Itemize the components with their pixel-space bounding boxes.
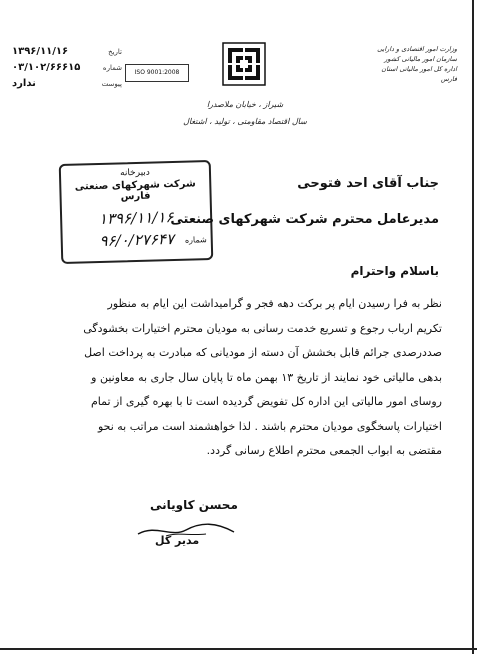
recipient-name: جناب آقای احد فتوحی	[297, 176, 439, 191]
meta-date-value: ۱۳۹۶/۱۱/۱۶	[12, 46, 69, 57]
meta-number-row	[12, 60, 122, 76]
stamp-date: ۱۳۹۶/۱۱/۱۶	[98, 208, 174, 228]
meta-attachment-value: ندارد	[12, 78, 36, 89]
letter-meta	[12, 44, 122, 92]
tax-organization-logo	[222, 42, 266, 86]
meta-number-label: شماره	[102, 64, 122, 72]
scan-edge-right	[472, 0, 474, 654]
stamp-title: دبیرخانه	[119, 167, 151, 179]
body-line: مقتضی به ابواب الجمعی محترم اطلاع رسانی گردد.	[206, 444, 442, 457]
stamp-number: ۹۶/۰/۲۷۶۴۷	[99, 230, 175, 250]
signer-name: محسن کاویانی	[150, 498, 238, 512]
meta-date-label: تاریخ	[108, 48, 122, 56]
scan-edge-bottom	[0, 648, 477, 650]
address-line: شیراز ، خیابان ملاصدرا	[206, 100, 284, 109]
body-line: صددرصدی جرائم قابل بخشش آن دسته از مودیانی که مبادرت به پرداخت اصل	[84, 346, 442, 359]
body-line: بدهی مالیاتی خود نمایند از تاریخ ۱۳ بهمن ماه تا پایان سال جاری به معاونین و	[91, 370, 442, 384]
org-line-3: اداره کل امور مالیاتی استان فارس	[381, 65, 457, 83]
organization-header	[367, 44, 457, 84]
meta-number-value: ۰۳/۱۰۲/۶۶۶۱۵	[12, 62, 81, 73]
org-line-2: سازمان امور مالیاتی کشور	[384, 55, 457, 63]
iso-badge: ISO 9001:2008	[125, 64, 189, 82]
body-line: اختیارات پاسخگوی مودیان محترم باشند . لذا خواهشمند است مراتب به نحو	[97, 419, 442, 433]
meta-date-row	[12, 44, 122, 60]
body-line: روسای امور مالیاتی این اداره کل تفویض گردیده است تا با بهره گیری از تمام	[90, 395, 442, 408]
org-line-1: وزارت امور اقتصادی و دارایی	[377, 45, 457, 53]
stamp-company: شرکت شهرکهای صنعتی فارس	[74, 178, 196, 203]
greeting: باسلام واحترام	[350, 264, 439, 278]
body-line: نظر به فرا رسیدن ایام پر برکت دهه فجر و گرامیداشت این ایام به منظور	[107, 297, 442, 310]
year-slogan: سال اقتصاد مقاومتی ، تولید ، اشتغال	[183, 117, 307, 126]
signer-title: مدیر کل	[155, 534, 200, 547]
meta-attachment-row	[12, 76, 122, 92]
recipient-title: مدیرعامل محترم شرکت شهرکهای صنعتی	[170, 212, 439, 227]
body-line: تکریم ارباب رجوع و تسریع خدمت رسانی به مودیان محترم اختیارات بخشودگی	[83, 321, 442, 335]
header-slogan	[160, 96, 330, 130]
meta-attachment-label: پیوست	[101, 80, 122, 88]
stamp-number-label: شماره	[184, 235, 207, 245]
letter-body	[34, 292, 442, 464]
